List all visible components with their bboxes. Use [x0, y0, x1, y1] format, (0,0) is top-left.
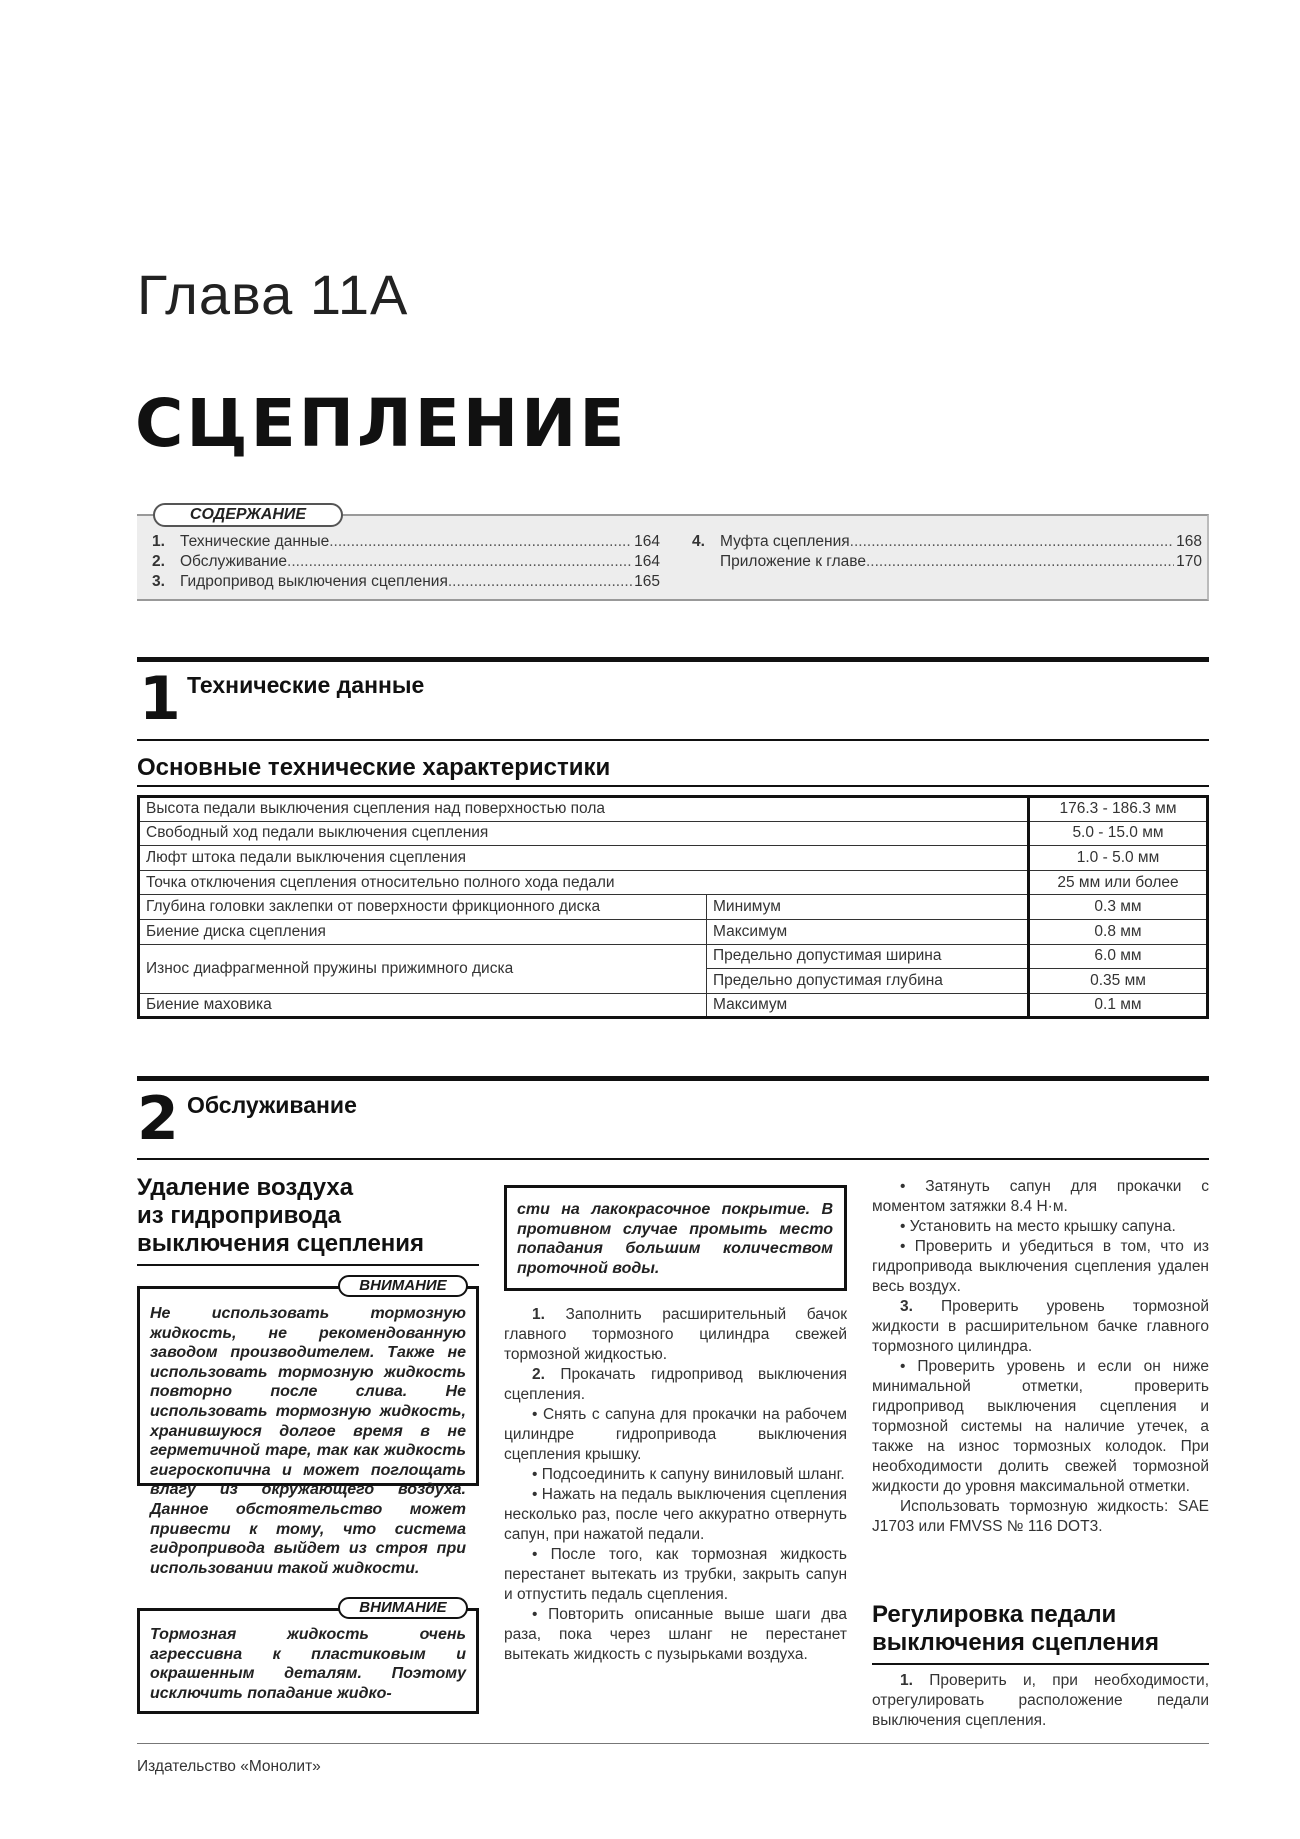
- table-cell: Максимум: [707, 993, 1029, 1018]
- instruction-list: [872, 1671, 1209, 1731]
- table-cell: 0.8 мм: [1029, 919, 1208, 944]
- table-cell: Максимум: [707, 919, 1029, 944]
- table-cell: 176.3 - 186.3 мм: [1029, 797, 1208, 822]
- list-item: • Проверить и убедиться в том, что из гидропривода выключения сцепления удален весь воздух.: [872, 1238, 1209, 1295]
- table-row: [139, 993, 1208, 1018]
- table-cell: 1.0 - 5.0 мм: [1029, 846, 1208, 871]
- toc-item[interactable]: 2. Обслуживание ..... 164: [152, 552, 660, 572]
- heading-rule: [137, 1264, 479, 1266]
- list-item: 1. Заполнить расширительный бачок главного тормозного цилиндра свежей тормозной жидкостью.: [504, 1306, 847, 1363]
- list-item: • Снять с сапуна для прокачки на рабочем цилиндре гидропривода выключения сцепления крышку.: [504, 1406, 847, 1463]
- list-item: • После того, как тормозная жидкость перестанет вытекать из трубки, закрыть сапун и отпустить педаль сцепления.: [504, 1546, 848, 1603]
- list-item: • Затянуть сапун для прокачки с моментом затяжки 8.4 Н·м.: [872, 1178, 1210, 1215]
- list-item: • Подсоединить к сапуну виниловый шланг.: [532, 1466, 845, 1483]
- table-cell: Биение диска сцепления: [139, 919, 707, 944]
- table-cell: Предельно допустимая ширина: [707, 944, 1029, 969]
- section-title: Обслуживание: [187, 1092, 357, 1118]
- table-row: [139, 919, 1208, 944]
- table-row: [139, 895, 1208, 920]
- table-row: [139, 944, 1208, 969]
- chapter-label: Глава 11А: [137, 263, 409, 326]
- publisher-footer: Издательство «Монолит»: [137, 1758, 321, 1775]
- table-cell: 0.35 мм: [1029, 969, 1208, 994]
- list-item: • Повторить описанные выше шаги два раза, пока через шланг не перестанет вытекать жидкость с пузырьками воздуха.: [504, 1606, 848, 1663]
- table-cell: 6.0 мм: [1029, 944, 1208, 969]
- section-number: 1: [139, 664, 181, 734]
- list-item: Использовать тормозную жидкость: SAE J1703 или FMVSS № 116 DOT3.: [872, 1498, 1209, 1535]
- table-cell: Свободный ход педали выключения сцепления: [139, 821, 1029, 846]
- section-divider: [137, 1158, 1209, 1160]
- subsection-heading: Регулировка педали выключения сцепления: [872, 1601, 1160, 1656]
- table-cell: Глубина головки заклепки от поверхности фрикционного диска: [139, 895, 707, 920]
- instruction-list: [504, 1305, 847, 1665]
- toc-item[interactable]: 1. Технические данные ..... 164: [152, 532, 660, 552]
- heading-rule: [872, 1663, 1209, 1665]
- subsection-heading: Удаление воздуха из гидропривода выключения сцепления: [137, 1174, 425, 1257]
- table-row: [139, 797, 1208, 822]
- toc-item[interactable]: Приложение к главе ..... 170: [692, 552, 1202, 572]
- table-cell: Высота педали выключения сцепления над поверхностью пола: [139, 797, 1029, 822]
- subheading-rule: [137, 785, 1209, 787]
- table-cell: Люфт штока педали выключения сцепления: [139, 846, 1029, 871]
- toc-item[interactable]: 3. Гидропривод выключения сцепления ..... 165: [152, 572, 660, 592]
- toc-label: СОДЕРЖАНИЕ: [153, 503, 343, 527]
- footer-rule: [137, 1743, 1209, 1744]
- instruction-list: [872, 1177, 1209, 1537]
- table-row: [139, 846, 1208, 871]
- table-cell: Биение маховика: [139, 993, 707, 1018]
- table-cell: 5.0 - 15.0 мм: [1029, 821, 1208, 846]
- warning-text: Не использовать тормозную жидкость, не рекомендованную заводом производителем. Также не использовать тормозную жидкость повторно после слива. Не использовать тормозную жидкость, хранившуюся долгое время в не герметичной таре, так как жидкость гигроскопична и может поглощать влагу из окружающего воздуха. Данное обстоятельство может привести к тому, что система гидропривода выйдет из строя при использовании такой жидкости.: [150, 1305, 466, 1577]
- list-item: 1. Проверить и, при необходимости, отрегулировать расположение педали выключения сцепления.: [872, 1672, 1209, 1729]
- table-cell: 0.3 мм: [1029, 895, 1208, 920]
- warning-text: сти на лакокрасочное покрытие. В противном случае промыть место попадания большим количеством проточной воды.: [517, 1201, 833, 1277]
- table-cell: Минимум: [707, 895, 1029, 920]
- list-item: • Нажать на педаль выключения сцепления несколько раз, после чего аккуратно отвернуть сапун, при нажатой педали.: [504, 1486, 847, 1543]
- table-cell: 25 мм или более: [1029, 870, 1208, 895]
- warning-label: ВНИМАНИЕ: [338, 1275, 468, 1297]
- table-row: [139, 870, 1208, 895]
- subheading: Основные технические характеристики: [137, 754, 611, 781]
- warning-label: ВНИМАНИЕ: [338, 1597, 468, 1619]
- section-divider: [137, 739, 1209, 741]
- list-item: 3. Проверить уровень тормозной жидкости в расширительном бачке главного тормозного цилиндра.: [872, 1298, 1209, 1355]
- table-cell: 0.1 мм: [1029, 993, 1208, 1018]
- chapter-title: СЦЕПЛЕНИЕ: [135, 385, 628, 462]
- table-cell: Износ диафрагменной пружины прижимного диска: [139, 944, 707, 993]
- table-cell: Точка отключения сцепления относительно полного хода педали: [139, 870, 1029, 895]
- table-cell: Предельно допустимая глубина: [707, 969, 1029, 994]
- section-title: Технические данные: [187, 672, 425, 698]
- toc-item[interactable]: 4. Муфта сцепления ..... 168: [692, 532, 1202, 552]
- section-divider: [137, 657, 1209, 662]
- table-row: [139, 821, 1208, 846]
- list-item: • Установить на место крышку сапуна.: [900, 1218, 1176, 1235]
- list-item: 2. Прокачать гидропривод выключения сцепления.: [504, 1366, 847, 1403]
- list-item: • Проверить уровень и если он ниже минимальной отметки, проверить гидропривод выключения сцепления и тормозной системы на наличие утечек, а также на износ тормозных колодок. При необходимости долить свежей тормозной жидкости до уровня максимальной отметки.: [872, 1358, 1209, 1495]
- spec-table: [137, 795, 1209, 1019]
- warning-text: Тормозная жидкость очень агрессивна к пластиковым и окрашенным деталям. Поэтому исключить попадание жидко-: [150, 1626, 466, 1702]
- section-divider: [137, 1076, 1209, 1081]
- section-number: 2: [137, 1084, 179, 1154]
